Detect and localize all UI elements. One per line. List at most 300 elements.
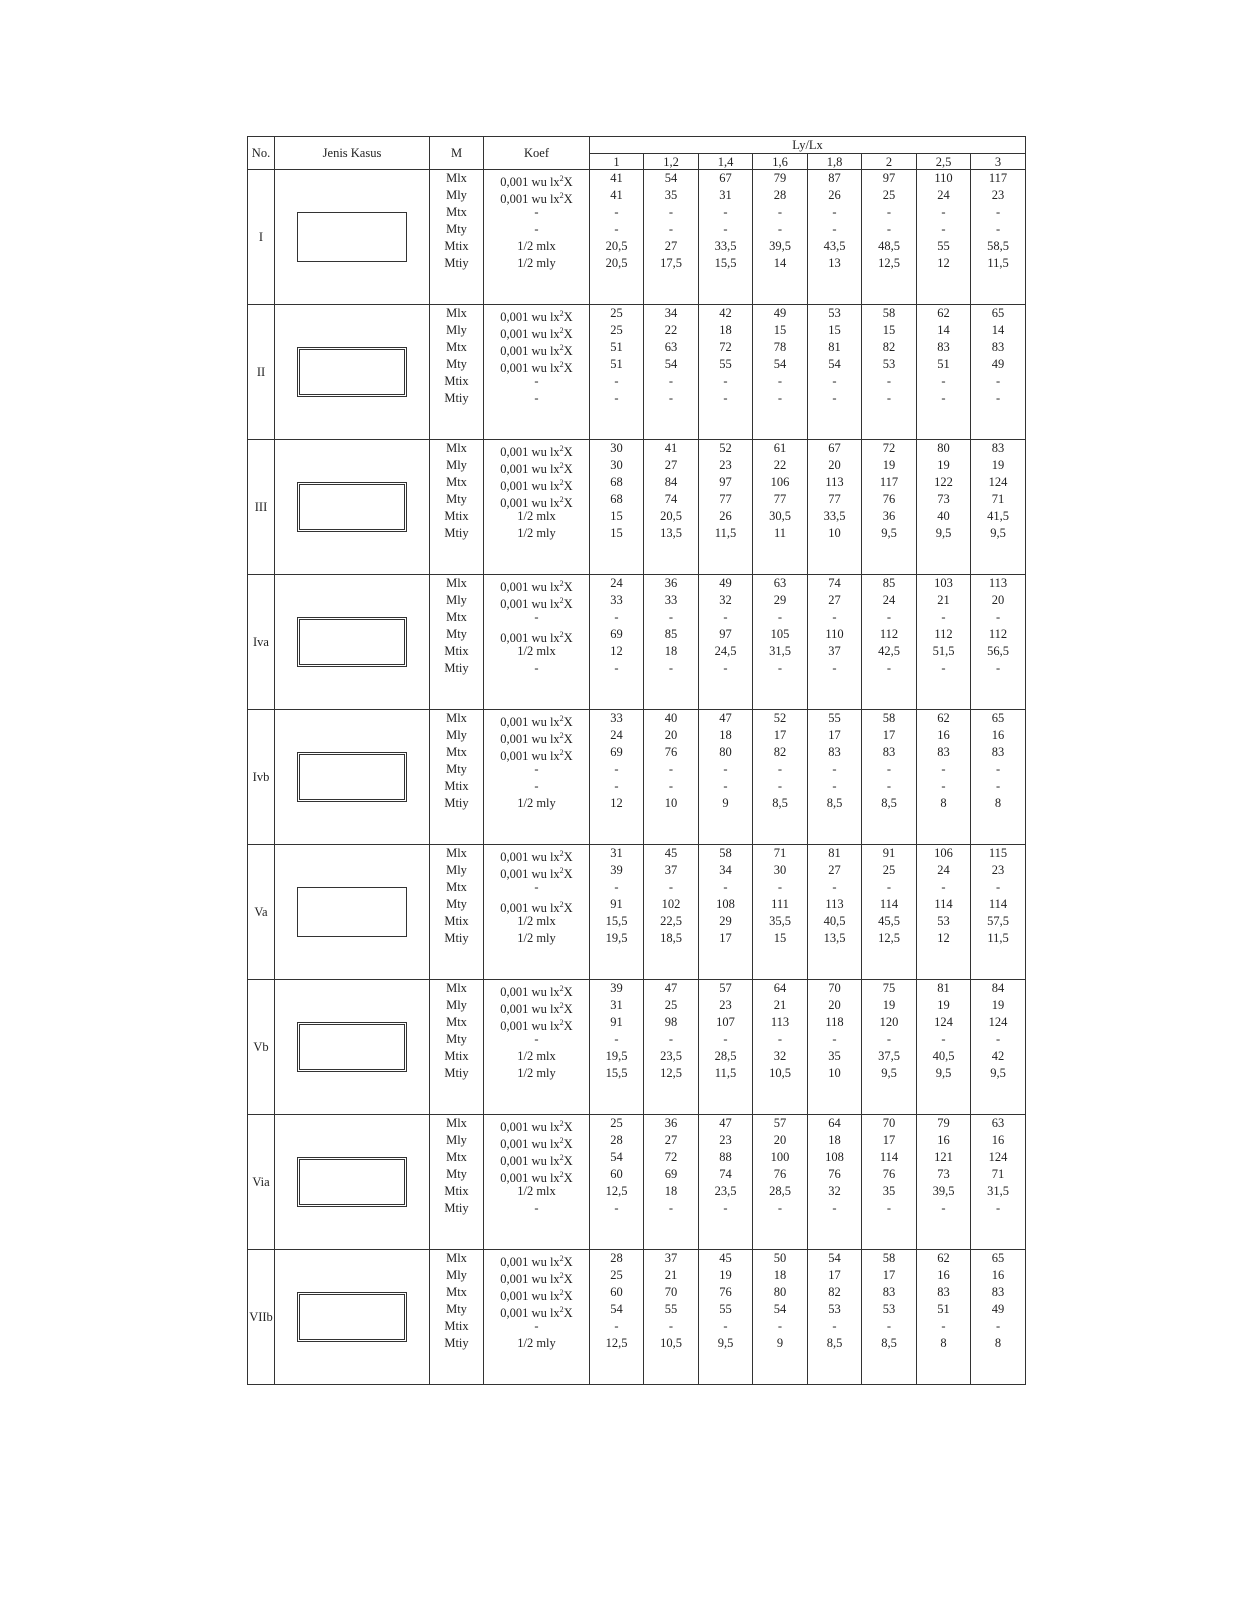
coefficients-line: 1/2 mly: [517, 1336, 556, 1350]
ratio-values: [917, 980, 971, 1115]
coefficients-line: 0,001 wu $lx^2X$: [500, 478, 573, 493]
ratio-values-line: -: [723, 880, 728, 894]
ratio-values-line: -: [723, 1201, 728, 1215]
ratio-values-line: 65: [991, 1251, 1005, 1265]
ratio-values-line: 13,5: [660, 526, 682, 540]
slab-rectangle-icon: [297, 752, 407, 802]
ratio-values-line: -: [777, 1319, 783, 1333]
ratio-values-line: 12: [610, 644, 623, 658]
ratio-values-line: 25: [610, 1116, 623, 1130]
ratio-values-line: 81: [937, 981, 950, 995]
ratio-values-line: 41: [610, 188, 623, 202]
ratio-values-line: 12,5: [878, 256, 900, 270]
case-sketch: [275, 305, 430, 440]
ratio-values-line: 52: [773, 711, 787, 725]
ratio-values: [808, 980, 862, 1115]
ratio-values-line: -: [614, 762, 619, 776]
coefficients-line: -: [534, 661, 539, 675]
ratio-values: [753, 305, 808, 440]
ratio-values-line: 18: [828, 1133, 841, 1147]
ratio-values-line: 74: [664, 492, 678, 506]
ratio-values: [753, 170, 808, 305]
ratio-values-line: 70: [882, 1116, 896, 1130]
ratio-values: [808, 440, 862, 575]
ratio-values-line: -: [777, 661, 783, 675]
ratio-values-line: -: [995, 374, 1001, 388]
ratio-values-line: 83: [991, 1285, 1005, 1299]
ratio-values-line: -: [777, 1032, 783, 1046]
ratio-values-line: 27: [664, 1133, 678, 1147]
ratio-values-line: 22,5: [660, 914, 682, 928]
coefficients: [484, 710, 590, 845]
ratio-values-line: 9,5: [935, 1066, 952, 1080]
ratio-values: [917, 575, 971, 710]
ratio-values-line: 17,5: [660, 256, 682, 270]
ratio-values-line: 27: [828, 593, 841, 607]
moment-names-line: Mtix: [444, 1184, 469, 1198]
ratio-values-line: 54: [773, 1302, 787, 1316]
moment-names-line: Mly: [446, 863, 467, 877]
ratio-values-line: 110: [825, 627, 844, 641]
ratio-values-line: 51: [937, 1302, 950, 1316]
ratio-values-line: 118: [825, 1015, 844, 1029]
ratio-values-line: 8,5: [772, 796, 788, 810]
table-row: [248, 1250, 1026, 1385]
ratio-values-line: 19: [937, 998, 950, 1012]
coefficients-line: 0,001 wu $lx^2X$: [500, 714, 573, 729]
moment-names-line: Mty: [446, 897, 467, 911]
ratio-values-line: 58: [882, 1251, 896, 1265]
moment-names-line: Mtx: [446, 475, 467, 489]
coefficients: [484, 1115, 590, 1250]
ratio-values-line: -: [941, 610, 946, 624]
moment-names-line: Mly: [446, 458, 467, 472]
ratio-values-line: -: [995, 610, 1001, 624]
ratio-values-line: 120: [879, 1015, 899, 1029]
moment-names-line: Mtix: [444, 779, 469, 793]
ratio-values-line: 16: [991, 1133, 1005, 1147]
ratio-values: [699, 710, 753, 845]
ratio-values-line: 42,5: [878, 644, 900, 658]
ratio-values-line: 83: [991, 441, 1005, 455]
ratio-values-line: 28,5: [769, 1184, 791, 1198]
moment-names-line: Mty: [446, 1032, 467, 1046]
ratio-values-line: 112: [988, 627, 1008, 641]
coefficients-line: 0,001 wu $lx^2X$: [500, 1119, 573, 1134]
moment-names-line: Mty: [446, 1302, 467, 1316]
case-sketch: [275, 845, 430, 980]
ratio-values-line: -: [995, 762, 1001, 776]
ratio-values-line: -: [886, 1319, 892, 1333]
ratio-values-line: 12,5: [605, 1336, 628, 1350]
ratio-values: [862, 710, 917, 845]
ratio-values: [590, 710, 644, 845]
ratio-values-line: 83: [882, 745, 896, 759]
ratio-values-line: 26: [719, 509, 732, 523]
coefficients-line: 1/2 mlx: [517, 509, 556, 523]
ratio-values-line: 19,5: [605, 931, 628, 945]
ratio-values-line: 55: [719, 1302, 732, 1316]
ratio-values-line: 16: [937, 728, 950, 742]
header-jenis-kasus: Jenis Kasus: [275, 137, 430, 170]
coefficients: [484, 305, 590, 440]
ratio-values-line: 72: [719, 340, 732, 354]
ratio-values-line: 29: [719, 914, 732, 928]
ratio-values-line: -: [723, 661, 728, 675]
ratio-values-line: 16: [991, 728, 1005, 742]
ratio-values-line: 30: [773, 863, 787, 877]
ratio-values-line: 20,5: [660, 509, 682, 523]
ratio-values-line: -: [886, 880, 892, 894]
ratio-values-line: -: [832, 205, 837, 219]
ratio-values-line: -: [723, 205, 728, 219]
ratio-values-line: 14: [991, 323, 1005, 337]
coefficients-line: -: [534, 762, 539, 776]
ratio-values: [808, 305, 862, 440]
ratio-values-line: 76: [828, 1167, 841, 1181]
ratio-values-line: 21: [664, 1268, 678, 1282]
case-number: Iva: [248, 575, 275, 710]
ratio-values-line: -: [941, 374, 946, 388]
ratio-values-line: 11,5: [987, 256, 1009, 270]
ratio-values-line: 8,5: [826, 796, 843, 810]
ratio-values-line: 14: [773, 256, 787, 270]
ratio-values-line: 25: [610, 323, 623, 337]
ratio-values-line: 12,5: [878, 931, 900, 945]
ratio-values-line: 97: [882, 171, 896, 185]
ratio-values-line: 34: [664, 306, 678, 320]
ratio-values-line: 91: [610, 897, 623, 911]
ratio-values: [971, 170, 1026, 305]
ratio-values-line: 57: [719, 981, 732, 995]
ratio-values-line: 24,5: [714, 644, 737, 658]
ratio-values-line: 11,5: [714, 526, 737, 540]
ratio-values-line: 108: [825, 1150, 844, 1164]
coefficients-line: 0,001 wu $lx^2X$: [500, 1136, 573, 1151]
ratio-values-line: 112: [934, 627, 953, 641]
ratio-values-line: 8: [994, 1336, 1002, 1350]
ratio-values-line: 37: [828, 644, 841, 658]
moment-names-line: Mty: [446, 627, 467, 641]
header-ratio: 1,8: [808, 154, 862, 170]
coefficients-line: 1/2 mlx: [517, 1184, 556, 1198]
ratio-values-line: 15: [882, 323, 896, 337]
ratio-values-line: 83: [991, 745, 1005, 759]
ratio-values-line: 19: [882, 458, 896, 472]
ratio-values-line: 40: [937, 509, 950, 523]
ratio-values-line: 70: [664, 1285, 678, 1299]
ratio-values-line: 85: [664, 627, 678, 641]
ratio-values-line: -: [886, 391, 892, 405]
ratio-values-line: -: [832, 1201, 837, 1215]
ratio-values-line: 79: [937, 1116, 950, 1130]
ratio-values: [862, 575, 917, 710]
slab-rectangle-icon: [297, 482, 407, 532]
ratio-values-line: 110: [934, 171, 953, 185]
ratio-values-line: 103: [934, 576, 953, 590]
ratio-values-line: -: [777, 374, 783, 388]
ratio-values: [808, 1250, 862, 1385]
ratio-values-line: 54: [610, 1302, 623, 1316]
ratio-values-line: -: [995, 1032, 1001, 1046]
ratio-values-line: 16: [937, 1133, 950, 1147]
ratio-values-line: 79: [773, 171, 787, 185]
coefficients-line: 0,001 wu $lx^2X$: [500, 343, 573, 358]
header-ratio: 1,6: [753, 154, 808, 170]
ratio-values-line: 65: [991, 711, 1005, 725]
ratio-values-line: 91: [610, 1015, 623, 1029]
ratio-values-line: -: [941, 1319, 946, 1333]
ratio-values: [644, 710, 699, 845]
ratio-values-line: 83: [937, 745, 950, 759]
ratio-values-line: -: [614, 1319, 619, 1333]
ratio-values-line: 82: [773, 745, 787, 759]
ratio-values-line: -: [886, 374, 892, 388]
ratio-values-line: 54: [664, 171, 678, 185]
ratio-values-line: 25: [664, 998, 678, 1012]
ratio-values-line: 62: [937, 711, 950, 725]
coefficients-line: 1/2 mlx: [517, 644, 556, 658]
ratio-values-line: 62: [937, 306, 950, 320]
ratio-values-line: -: [941, 762, 946, 776]
ratio-values-line: -: [832, 880, 837, 894]
ratio-values: [971, 980, 1026, 1115]
ratio-values-line: -: [668, 391, 674, 405]
ratio-values-line: 73: [937, 1167, 950, 1181]
ratio-values: [862, 980, 917, 1115]
ratio-values-line: 113: [988, 576, 1008, 590]
ratio-values-line: 55: [664, 1302, 678, 1316]
ratio-values: [644, 575, 699, 710]
coefficients-line: 0,001 wu $lx^2X$: [500, 1288, 573, 1303]
ratio-values-line: 17: [773, 728, 787, 742]
table-row: [248, 710, 1026, 845]
ratio-values-line: -: [832, 1319, 837, 1333]
ratio-values-line: 25: [610, 306, 623, 320]
ratio-values-line: 15,5: [714, 256, 737, 270]
ratio-values-line: 97: [719, 475, 732, 489]
moment-names-line: Mly: [446, 1268, 467, 1282]
ratio-values-line: 83: [828, 745, 841, 759]
moment-names-line: Mtix: [444, 239, 469, 253]
ratio-values-line: -: [723, 762, 728, 776]
case-sketch: [275, 440, 430, 575]
ratio-values: [917, 305, 971, 440]
header-ratio: 1: [590, 154, 644, 170]
ratio-values-line: 19: [882, 998, 896, 1012]
ratio-values-line: 124: [988, 475, 1008, 489]
ratio-values-line: 19: [719, 1268, 732, 1282]
moment-names-line: Mtiy: [444, 1066, 469, 1080]
moment-names-line: Mtx: [446, 1285, 467, 1299]
moment-names-line: Mtx: [446, 880, 467, 894]
ratio-values-line: 113: [825, 475, 844, 489]
ratio-values: [862, 1250, 917, 1385]
ratio-values-line: 112: [879, 627, 899, 641]
ratio-values-line: -: [832, 762, 837, 776]
ratio-values-line: 68: [610, 475, 623, 489]
case-sketch: [275, 1250, 430, 1385]
header-m: M: [430, 137, 484, 170]
ratio-values-line: -: [614, 880, 619, 894]
ratio-values: [917, 1115, 971, 1250]
ratio-values-line: 9,5: [990, 1066, 1006, 1080]
coefficients-line: 1/2 mlx: [517, 914, 556, 928]
ratio-values-line: 26: [828, 188, 841, 202]
coefficients-line: 0,001 wu $lx^2X$: [500, 461, 573, 476]
coefficients-line: -: [534, 374, 539, 388]
ratio-values-line: 71: [991, 492, 1005, 506]
ratio-values-line: 71: [773, 846, 787, 860]
coefficients-line: 1/2 mly: [517, 526, 556, 540]
ratio-values-line: 42: [719, 306, 732, 320]
ratio-values-line: 37: [664, 1251, 678, 1265]
ratio-values-line: -: [723, 1319, 728, 1333]
ratio-values-line: -: [668, 661, 674, 675]
ratio-values-line: 18: [664, 644, 678, 658]
ratio-values-line: -: [723, 222, 728, 236]
ratio-values: [753, 1250, 808, 1385]
ratio-values-line: 37: [664, 863, 678, 877]
ratio-values-line: 111: [771, 897, 789, 911]
ratio-values: [862, 170, 917, 305]
moment-names-line: Mtix: [444, 914, 469, 928]
moment-names-line: Mtiy: [444, 931, 469, 945]
ratio-values-line: -: [614, 1032, 619, 1046]
ratio-values-line: 20,5: [605, 256, 628, 270]
ratio-values-line: 64: [773, 981, 787, 995]
ratio-values-line: 52: [719, 441, 732, 455]
ratio-values-line: -: [668, 1032, 674, 1046]
ratio-values-line: 117: [988, 171, 1008, 185]
coefficients-line: -: [534, 779, 539, 793]
ratio-values-line: 76: [664, 745, 678, 759]
coefficients-line: -: [534, 1319, 539, 1333]
ratio-values: [699, 305, 753, 440]
ratio-values-line: 24: [610, 728, 623, 742]
ratio-values-line: 18: [664, 1184, 678, 1198]
ratio-values-line: 81: [828, 846, 841, 860]
ratio-values-line: 28: [610, 1251, 623, 1265]
ratio-values-line: -: [832, 391, 837, 405]
ratio-values-line: 77: [828, 492, 841, 506]
ratio-values-line: 76: [719, 1285, 732, 1299]
ratio-values-line: 22: [664, 323, 678, 337]
ratio-values: [808, 1115, 862, 1250]
case-number: III: [248, 440, 275, 575]
ratio-values-line: 67: [828, 441, 841, 455]
moment-names-line: Mtix: [444, 374, 469, 388]
coefficients-line: 0,001 wu $lx^2X$: [500, 1305, 573, 1320]
ratio-values-line: 20: [664, 728, 678, 742]
ratio-values: [699, 1115, 753, 1250]
moment-names-line: Mtiy: [444, 526, 469, 540]
ratio-values: [753, 440, 808, 575]
ratio-values-line: 11,5: [714, 1066, 737, 1080]
ratio-values-line: 53: [828, 1302, 841, 1316]
ratio-values-line: -: [777, 610, 783, 624]
ratio-values-line: 113: [825, 897, 844, 911]
ratio-values-line: 20: [991, 593, 1005, 607]
coefficients-line: 0,001 wu $lx^2X$: [500, 748, 573, 763]
ratio-values-line: 17: [828, 728, 841, 742]
coefficients-line: 0,001 wu $lx^2X$: [500, 849, 573, 864]
ratio-values-line: 13: [828, 256, 841, 270]
ratio-values: [699, 1250, 753, 1385]
ratio-values-line: 45: [719, 1251, 732, 1265]
ratio-values-line: 24: [937, 188, 950, 202]
ratio-values: [808, 170, 862, 305]
coefficients-line: 0,001 wu $lx^2X$: [500, 191, 573, 206]
ratio-values-line: -: [614, 779, 619, 793]
moment-names-line: Mlx: [446, 576, 467, 590]
ratio-values: [699, 440, 753, 575]
ratio-values-line: 31,5: [987, 1184, 1009, 1198]
ratio-values-line: -: [668, 1201, 674, 1215]
ratio-values: [644, 845, 699, 980]
ratio-values-line: 73: [937, 492, 950, 506]
ratio-values-line: 84: [991, 981, 1005, 995]
ratio-values: [644, 305, 699, 440]
ratio-values: [753, 575, 808, 710]
ratio-values-line: 71: [991, 1167, 1005, 1181]
coefficients-line: -: [534, 222, 539, 236]
ratio-values-line: -: [832, 374, 837, 388]
ratio-values-line: 18,5: [660, 931, 682, 945]
ratio-values-line: 31: [610, 846, 623, 860]
ratio-values-line: -: [668, 222, 674, 236]
ratio-values-line: 42: [991, 1049, 1005, 1063]
ratio-values-line: 23: [991, 863, 1005, 877]
ratio-values-line: 76: [882, 1167, 896, 1181]
moment-names-line: Mly: [446, 1133, 467, 1147]
ratio-values-line: 53: [882, 357, 896, 371]
ratio-values-line: 35: [664, 188, 678, 202]
ratio-values-line: -: [777, 391, 783, 405]
ratio-values: [590, 170, 644, 305]
ratio-values-line: 77: [773, 492, 787, 506]
ratio-values-line: -: [668, 762, 674, 776]
ratio-values: [644, 980, 699, 1115]
ratio-values-line: 98: [664, 1015, 678, 1029]
ratio-values-line: 17: [882, 1133, 896, 1147]
coefficients-line: 0,001 wu $lx^2X$: [500, 1170, 573, 1185]
coefficients: [484, 845, 590, 980]
ratio-values-line: -: [614, 391, 619, 405]
ratio-values: [753, 980, 808, 1115]
ratio-values: [917, 170, 971, 305]
moment-names-line: Mty: [446, 1167, 467, 1181]
ratio-values-line: 97: [719, 627, 732, 641]
moment-names-line: Mly: [446, 998, 467, 1012]
ratio-values-line: 124: [988, 1150, 1008, 1164]
ratio-values-line: 65: [991, 306, 1005, 320]
moment-names-line: Mlx: [446, 306, 467, 320]
ratio-values-line: 75: [882, 981, 896, 995]
ratio-values-line: -: [832, 661, 837, 675]
ratio-values-line: 9,5: [881, 1066, 897, 1080]
ratio-values-line: 9,5: [881, 526, 897, 540]
slab-rectangle-icon: [297, 347, 407, 397]
ratio-values-line: -: [614, 1201, 619, 1215]
coefficients-line: 1/2 mly: [517, 796, 556, 810]
ratio-values-line: 53: [828, 306, 841, 320]
ratio-values-line: 9: [722, 796, 729, 810]
ratio-values-line: 54: [610, 1150, 623, 1164]
ratio-values-line: 22: [773, 458, 787, 472]
ratio-values: [590, 440, 644, 575]
ratio-values-line: -: [886, 610, 892, 624]
